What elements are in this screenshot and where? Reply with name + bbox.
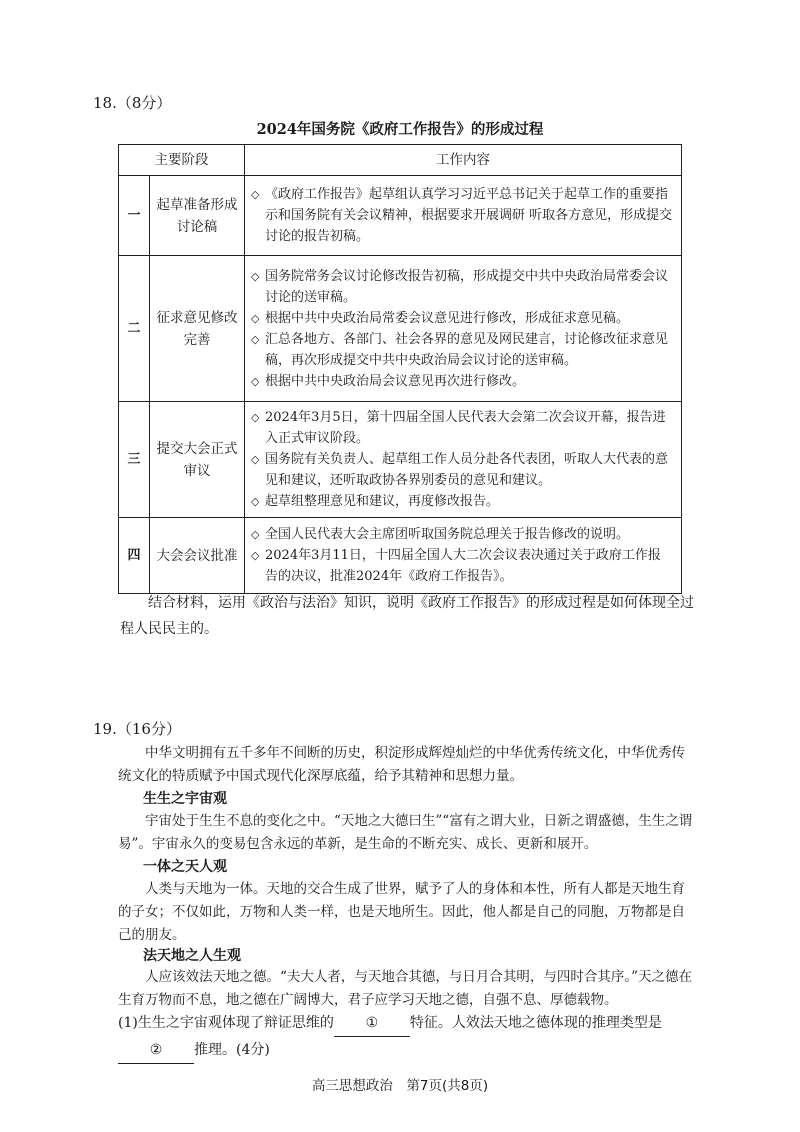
table-header-row — [119, 145, 682, 176]
diamond-bullet-icon: ◇ — [251, 311, 260, 325]
section-heading: 生生之宇宙观 — [143, 791, 227, 807]
content-item: ◇ 根据中共中央政治局会议意见再次进行修改。 — [251, 371, 673, 392]
question-19-sub1: (1)生生之宇宙观体现了辩证思维的 ① 特征。人效法天地之德体现的推理类型是② 推理。(4分) — [118, 1010, 698, 1064]
question-19-intro: 中华文明拥有五千多年不间断的历史，积淀形成辉煌灿烂的中华优秀传统文化，中华优秀传统文化的特质赋予中国式现代化深厚底蕴，给予其精神和思想力量。 — [118, 745, 685, 784]
section-text: 人应该效法天地之德。“夫大人者，与天地合其德，与日月合其明，与四时合其序。”天之德在生育万物而不息，地之德在广阔博大，君子应学习天地之德，自强不息、厚德载物。 — [118, 969, 693, 1008]
diamond-bullet-icon: ◇ — [251, 549, 260, 562]
section-text: 人类与天地为一体。天地的交合生成了世界，赋予了人的身体和本性，所有人都是天地生育的子女；不仅如此，万物和人类一样，也是天地所生。因此，他人都是自己的同胞，万物都是自己的朋友。 — [118, 881, 685, 943]
question-18-prompt: 结合材料，运用《政治与法治》知识，说明《政府工作报告》的形成过程是如何体现全过程人民民主的。 — [120, 595, 694, 637]
row-number: 三 — [119, 402, 150, 518]
header-content: 工作内容 — [245, 145, 682, 176]
content-item: ◇ 《政府工作报告》起草组认真学习习近平总书记关于起草工作的重要指示和国务院有关会议精神，根据要求开展调研 听取各方意见，形成提交讨论的报告初稿。 — [251, 184, 673, 247]
content-item: ◇ 全国人民代表大会主席团听取国务院总理关于报告修改的说明。 — [251, 524, 673, 545]
content-item: ◇ 2024年3月5日，第十四届全国人民代表大会第二次会议开幕，报告进入正式审议阶段。 — [251, 407, 673, 449]
diamond-bullet-icon: ◇ — [251, 188, 260, 201]
question-18-heading: 18.（8分） — [93, 94, 172, 112]
diamond-bullet-icon: ◇ — [251, 374, 260, 388]
row-stage: 征求意见修改完善 — [150, 256, 245, 402]
diamond-bullet-icon: ◇ — [251, 269, 260, 283]
section-text: 宇宙处于生生不息的变化之中。“天地之大德曰生”“富有之谓大业，日新之谓盛德，生生之谓易”。宇宙永久的变易包含永远的革新，是生命的不断充实、成长、更新和展开。 — [118, 813, 693, 852]
table-row — [119, 402, 682, 518]
process-table — [118, 144, 682, 594]
row-stage: 提交大会正式审议 — [150, 402, 245, 518]
row-content — [245, 256, 682, 402]
table-row — [119, 256, 682, 402]
answer-blank-2: ② — [118, 1037, 194, 1064]
row-number: 二 — [119, 256, 150, 402]
answer-blank-1: ① — [334, 1010, 410, 1037]
content-item: ◇ 2024年3月11日，十四届全国人大二次会议表决通过关于政府工作报告的决议，批准2024年《政府工作报告》。 — [251, 545, 673, 587]
question-19-heading: 19.（16分） — [93, 720, 181, 738]
row-content — [245, 518, 682, 594]
content-item: ◇ 国务院常务会议讨论修改报告初稿，形成提交中共中央政治局常委会议讨论的送审稿。 — [251, 266, 673, 308]
diamond-bullet-icon: ◇ — [251, 528, 260, 541]
diamond-bullet-icon: ◇ — [251, 411, 260, 424]
diamond-bullet-icon: ◇ — [251, 453, 260, 466]
content-item: ◇ 起草组整理意见和建议，再度修改报告。 — [251, 491, 673, 512]
table-title: 2024年国务院《政府工作报告》的形成过程 — [256, 121, 544, 138]
content-item: ◇ 国务院有关负责人、起草组工作人员分赴各代表团，听取人大代表的意见和建议，还听取政协各界别委员的意见和建议。 — [251, 449, 673, 491]
diamond-bullet-icon: ◇ — [251, 332, 260, 346]
content-item: ◇ 汇总各地方、各部门、社会各界的意见及网民建言，讨论修改征求意见稿，再次形成提交中共中央政治局会议讨论的送审稿。 — [251, 329, 673, 371]
page-footer: 高三思想政治 第7页(共8页) — [311, 1078, 489, 1094]
section-heading: 一体之天人观 — [143, 859, 227, 875]
content-item: ◇ 根据中共中央政治局常委会议意见进行修改，形成征求意见稿。 — [251, 308, 673, 329]
diamond-bullet-icon: ◇ — [251, 495, 260, 508]
row-stage: 大会会议批准 — [150, 518, 245, 594]
row-number: 四 — [119, 518, 150, 594]
table-row — [119, 518, 682, 594]
header-stage: 主要阶段 — [119, 145, 245, 176]
row-content — [245, 176, 682, 256]
row-stage: 起草准备形成讨论稿 — [150, 176, 245, 256]
section-heading: 法天地之人生观 — [143, 948, 241, 964]
row-number: 一 — [119, 176, 150, 256]
row-content — [245, 402, 682, 518]
table-row — [119, 176, 682, 256]
